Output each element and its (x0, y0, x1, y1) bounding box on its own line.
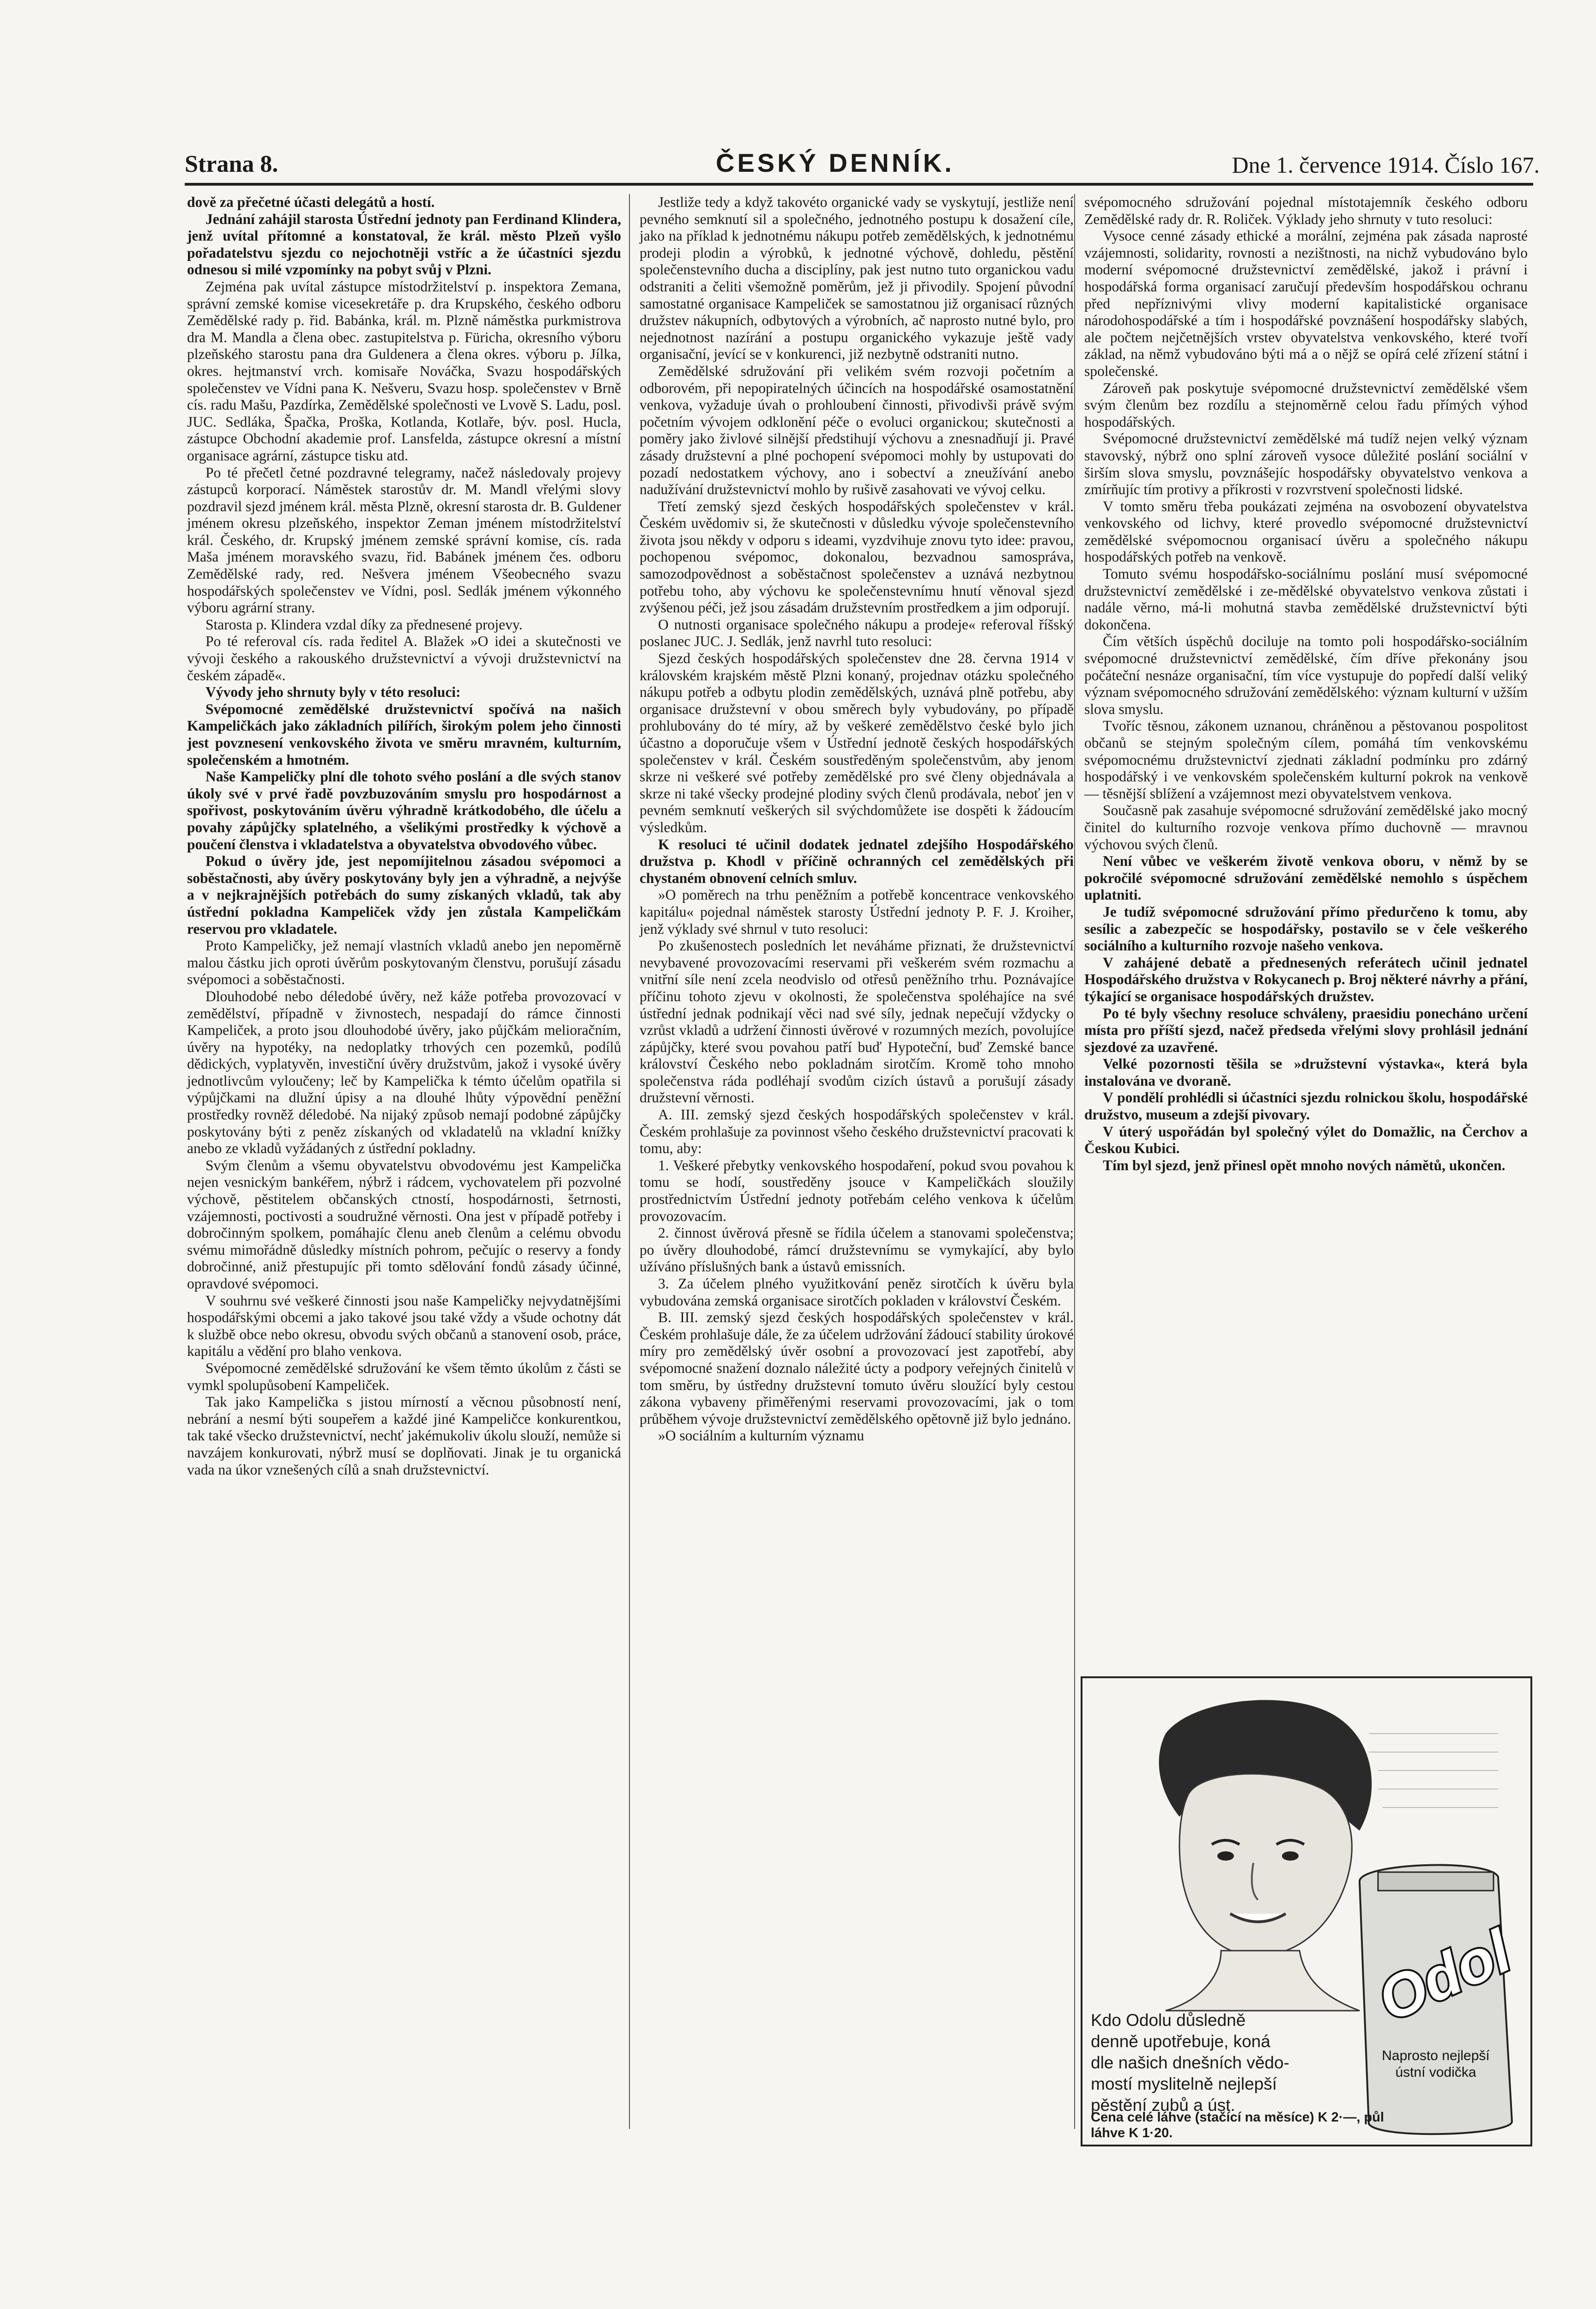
article-paragraph: Svým členům a všemu obyvatelstvu obvodovému jest Kampelička nejen vesnickým bankéřem, nýbrž i rádcem, vychovatelem při pozvolné výchově, pěstitelem občanských ctností, hospodárnosti, šetrnosti, vzájemnosti, poctivosti a soudružné věrnosti. Ona jest v případě potřeby i dobročinným spolkem, pomáhajíc členu aneb členům a celému obvodu svému mimořádně důsledky místních pohrom, pečujíc o reservy a fondy dobročinné, aniž přestupujíc při tomto sdělování fondů zásady účinné, opravdové svépomoci. (187, 1157, 621, 1292)
page-number: Strana 8. (185, 151, 278, 177)
article-paragraph: dově za přečetné účasti delegátů a hostí. (187, 194, 435, 210)
article-paragraph: V souhrnu své veškeré činnosti jsou naše Kampeličky nejvydatnějšími hospodářskými obcemi a jako takové jsou také vždy a všude ochotny dát k službě obce nebo okresu, obvodu svých občanů a stanovení osob, práce, kapitálu a vědění pro blaho venkova. (187, 1292, 621, 1360)
article-paragraph: Jestliže tedy a když takovéto organické vady se vyskytují, jestliže není pevného semknutí sil a společného, jednotného postupu k dosažení cíle, jako na příklad k jednotnému nákupu potřeb zemědělských, k jednotnému prodeji plodin a výrobků, k jednotné výchově, dohledu, pěstění společenstevního ducha a disciplíny, pak jest nutno tuto organickou vadu odstraniti a čeliti všemožně poměrům, jež ji přivodily. Spojení původní samostatné organisace Kampeliček se samostatnou již organisací různých družstev nákupních, odbytových a výrobních, ač naprosto nutné bylo, pro nejednotnost nazírání a postupu organického vykazuje ještě vady organisační, jevící se v konkurenci, již nezbytně odstraniti nutno. (640, 194, 1074, 363)
article-paragraph: Čím větších úspěchů dociluje na tomto poli hospodářsko-sociálním svépomocné družstevnictví zemědělské, čím dříve překonány jsou počáteční nesnáze organisační, tím více vystupuje do popředí další veliký význam svépomocného sdružování zemědělského: význam kulturní v užším slova smyslu. (1084, 633, 1528, 717)
article-paragraph: 2. činnost úvěrová přesně se řídila účelem a stanovami společenstva; po úvěry dlouhodobé, rámcí družstevnímu se vymykající, aby bylo užíváno příslušných bank a ústavů emissních. (640, 1225, 1074, 1275)
article-paragraph: Zároveň pak poskytuje svépomocné družstevnictví zemědělské všem svým členům bez rozdílu a stejnoměrně celou řadu přímých výhod hospodářských. (1084, 380, 1528, 430)
article-paragraph: svépomocného sdružování pojednal místotajemník českého odboru Zemědělské rady dr. R. Roliček. Výklady jeho shrnuty v tuto resoluci: (1084, 194, 1528, 227)
ad-line: dle našich dnešních vědo- (1091, 2053, 1289, 2072)
ad-line: pěstění zubů a úst. (1091, 2096, 1235, 2115)
page-header (185, 147, 1542, 188)
article-paragraph: Není vůbec ve veškerém životě venkova oboru, v němž by se pokročilé svépomocné sdružování zemědělské nemohlo s úspěchem uplatniti. (1084, 853, 1528, 903)
header-rule (185, 183, 1533, 186)
article-paragraph: Současně pak zasahuje svépomocné sdružování zemědělské jako mocný činitel do kulturního rozvoje venkova přímo duchovně — mravnou výchovou svých členů. (1084, 802, 1528, 852)
text-column-2 (640, 194, 1074, 1445)
article-paragraph: Svépomocné zemědělské sdružování ke všem těmto úkolům z části se vymkl spolupůsobení Kampeliček. (187, 1360, 621, 1393)
article-paragraph: Po té přečetl četné pozdravné telegramy, načež následovaly projevy zástupců korporací. Náměstek starostův dr. M. Mandl vřelými slovy pozdravil sjezd jménem král. města Plzně, okresní starosta dr. B. Guldener jménem okresu plzeňského, inspektor Zeman jménem místodržitelství král. Českého, dr. Krupský jménem zemské správní komise, cís. rada Maša jménem moravského svazu, řid. Babánek jménem čes. odboru Zemědělské rady, red. Nešvera jménem Všeobecného svazu hospodářských společenstev ve Vídni, posl. Sedlák jménem výkonného výboru agrární strany. (187, 464, 621, 616)
article-paragraph: Proto Kampeličky, jež nemají vlastních vkladů anebo jen nepoměrně malou částku jich oproti úvěrům poskytovaným členstvu, porušují zásadu svépomoci a soběstačnosti. (187, 937, 621, 988)
ad-line: denně upotřebuje, koná (1091, 2032, 1270, 2051)
article-paragraph: B. III. zemský sjezd českých hospodářských společenstev v král. Českém prohlašuje dále, že za účelem udržování žádoucí stability úrokové míry pro zemědělský úvěr osobní a provozovací jest zapotřebí, aby svépomocné snažení doznalo náležité úcty a podpory veřejných činitelů v tom směru, by ústředny družstevní tomuto úvěru sloužící byly cestou zákona vybaveny přiměřenými reservami provozovacími, jak o tom průběhem vývoje družstevnictví zemědělského opětovně již bylo jednáno. (640, 1309, 1074, 1427)
ad-price: Cena celé láhve (stačící na měsíce) K 2·—, půl láhve K 1·20. (1091, 2110, 1384, 2140)
article-paragraph: 3. Za účelem plného využitkování peněz sirotčích k úvěru byla vybudována zemská organisace sirotčích pokladen v království Českém. (640, 1275, 1074, 1309)
article-paragraph: Vysoce cenné zásady ethické a morální, zejména pak zásada naprosté vzájemnosti, solidarity, rovnosti a nezištnosti, na nichž vybudováno bylo moderní svépomocné družstevnictví zemědělské, jakož i právní i hospodářská forma organisací zaručují především hospodářskou ochranu před nepříznivými vlivy moderní kapitalistické organisace národohospodářské a tím i hospodářské povznášení hospodářsky slabých, ale počtem nejčetnějších vrstev obyvatelstva venkovského, které tvoří základ, na němž vybudováno býti má a o nějž se opírá celé zřízení státní i společenské. (1084, 228, 1528, 379)
article-paragraph: Zejména pak uvítal zástupce místodržitelství p. inspektora Zemana, správní zemské komise vicesekretáře p. dra Krupského, českého odboru Zemědělské rady p. řid. Babánka, král. m. Plzně náměstka purkmistrova dra M. Mandla a člena obec. zastupitelstva p. Füricha, okresního výboru plzeňského starostu pana dra Guldenera a člena okres. výboru p. Jílka, okres. hejtmanství vrch. komisaře Nováčka, Svazu hospodářských společenstev ve Vídni pana K. Nešveru, Svazu hosp. společenstev v Brně cís. radu Mašu, Pazdírka, Zemědělské společnosti ve Lvově S. Ladu, posl. JUC. Sedláka, Špačka, Proška, Kotlanda, Kotlaře, býv. posl. Hucla, zástupce Obchodní akademie prof. Lansfelda, zástupce okresní a místní organisace agrární, zástupce tisku atd. (187, 278, 621, 464)
column-divider (1074, 194, 1075, 2129)
article-paragraph: Svépomocné družstevnictví zemědělské má tudíž nejen velký význam stavovský, nýbrž ono splní zároveň vysoce důležité poslání sociální v širším slova smyslu, povznášejíc hospodářsky obyvatelstvo venkova a zmírňujíc tím protivy a příkrosti v rozvrstvení společnosti lidské. (1084, 430, 1528, 498)
text-column-1 (187, 194, 621, 1478)
article-paragraph: V zahájené debatě a přednesených referátech učinil jednatel Hospodářského družstva v Rokycanech p. Broj některé návrhy a přání, týkající se organisace hospodářských družstev. (1084, 954, 1528, 1004)
odol-advertisement (1081, 1676, 1532, 2146)
ad-copy (1091, 2010, 1377, 2116)
article-paragraph: V pondělí prohlédli si účastníci sjezdu rolnickou školu, hospodářské družstvo, museum a zdejší pivovary. (1084, 1089, 1528, 1123)
column-divider (629, 194, 630, 2129)
article-paragraph: Svépomocné zemědělské družstevnictví spočívá na našich Kampeličkách jako základních pilířích, širokým polem jeho činnosti jest povznesení venkovského života ve směru mravném, kulturním, společenském a hmotném. (187, 701, 621, 768)
article-paragraph: Po zkušenostech posledních let neváháme přiznati, že družstevnictví nevybavené provozovacími reservami při veškerém svém rozmachu a vnitřní síle není zcela neodvislo od otřesů peněžního trhu. Poznávajíce příčinu tohoto zjevu v okolnosti, že společenstva spoléhajíce na své ústřední jednak podnikají věci nad své síly, jednak nepečují vždycky o vzrůst vkladů a udržení činnosti úvěrové v rozumných mezích, povolujíce zápůjčky, které svou povahou patří buď Hypoteční, buď Zemské bance království Českého nebo pokladnám sirotčím. Kromě toho mnoho společenstva ráda podléhají svodům cizích ústavů a porušují zásady družstevní věrnosti. (640, 937, 1074, 1106)
article-paragraph: Po té byly všechny resoluce schváleny, praesidiu ponecháno určení místa pro příští sjezd, načež předseda vřelými slovy prohlásil jednání sjezdové za uzavřené. (1084, 1005, 1528, 1055)
newspaper-title: ČESKÝ DENNÍK. (716, 148, 955, 177)
article-paragraph: V tomto směru třeba poukázati zejména na osvobození obyvatelstva venkovského od lichvy, které provedlo svépomocné družstevnictví zemědělské svépomocnou organisací úvěru a společného nákupu hospodářských potřeb na venkově. (1084, 498, 1528, 565)
issue-date: Dne 1. července 1914. Číslo 167. (1232, 152, 1540, 178)
article-paragraph: Vývody jeho shrnuty byly v této resoluci: (206, 684, 461, 701)
article-paragraph: K resoluci té učinil dodatek jednatel zdejšího Hospodářského družstva p. Khodl v příčině ochranných cel zemědělských při chystaném obnovení celních smluv. (640, 836, 1074, 886)
svg-text:Odol: Odol (1368, 1917, 1521, 2034)
article-paragraph: V úterý uspořádán byl společný výlet do Domažlic, na Čerchov a Českou Kubici. (1084, 1123, 1528, 1157)
ad-line: Kdo Odolu důsledně (1091, 2011, 1246, 2030)
bottle-label: Naprosto nejlepší ústní vodička (1382, 2048, 1490, 2080)
article-paragraph: Naše Kampeličky plní dle tohoto svého poslání a dle svých stanov úkoly své v prvé řadě povzbuzováním smyslu pro hospodárnost a spořivost, poskytováním úvěru výhradně krátkodobého, dle účelu a povahy zápůjčky splatelného, a všelikými prostředky k výchově a poučení členstva i vkladatelstva a obyvatelstva obvodového vůbec. (187, 768, 621, 852)
article-paragraph: Tvoříc těsnou, zákonem uznanou, chráněnou a pěstovanou pospolitost občanů se stejným společným cílem, pomáhá tím venkovskému svépomocnému družstevnictví zjednati základní podmínku pro zdárný hospodářský i ve venkovském společenském kulturní pokrok na venkově — těsnější sblížení a vzájemnost mezi obyvatelstvem venkova. (1084, 718, 1528, 802)
article-paragraph: Starosta p. Klindera vzdal díky za přednesené projevy. (206, 616, 523, 633)
article-paragraph: 1. Veškeré přebytky venkovského hospodaření, pokud svou povahou k tomu se hodí, soustředěny jsouce v Kampeličkách sloužily prostřednictvím Ústřední jednoty potřebám celého venkova k účelům provozovacím. (640, 1157, 1074, 1224)
article-paragraph: Třetí zemský sjezd českých hospodářských společenstev v král. Českém uvědomiv si, že skutečnosti v důsledku vývoje společenstevního života jsou někdy v odporu s ideami, vyzdvihuje znovu tyto idee: pravou, pochopenou svépomoc, dokonalou, bezvadnou samospráva, samozodpovědnost a soběstačnost společenstev a uznává nezbytnou potřebu toho, aby výchovu ke společenstevnímu hnutí věnoval sjezd zvýšenou péči, jež jsou zásadám družstevním prostředkem a jim odporují. (640, 498, 1074, 616)
article-paragraph: Sjezd českých hospodářských společenstev dne 28. června 1914 v královském krajském městě Plzni konaný, projednav otázku společného nákupu potřeb a odbytu plodin zemědělských, uznává plně potřebu, aby organisace družstevní v obou směrech byly vybudovány, po případě prohlubovány do té míry, až by veškeré zemědělstvo české bylo jich účastno a doporučuje všem v Ústřední jednotě českých hospodářských společenstev v král. Českém soustředěným společenstvům, aby jenom skrze ni veškeré své potřeby zemědělské pro své členy objednávala a skrze ni také všecky prodejné plodiny svých členů prodávala, neboť jen v pevném semknutí veškerých sil svýchdomůžete ise dospěti k žádoucím výsledkům. (640, 650, 1074, 835)
article-paragraph: »O poměrech na trhu peněžním a potřebě koncentrace venkovského kapitálu« pojednal náměstek starosty Ústřední jednoty P. F. J. Kroiher, jenž výklady své shrnul v tuto resoluci: (640, 887, 1074, 937)
article-paragraph: Tím byl sjezd, jenž přinesl opět mnoho nových námětů, ukončen. (1103, 1157, 1505, 1173)
article-paragraph: Dlouhodobé nebo déledobé úvěry, než káže potřeba provozovací v zemědělství, případně v živnostech, nespadají do rámce činnosti Kampeliček, a proto jsou dlouhodobé úvěry, jako půjčkám melioračním, úvěry na hypotéky, na nedoplatky trhových cen pozemků, podílů dědických, vyplatyvěn, investiční úvěry družstvům, jakož i vysoké úvěry jednotlivcům vyloučeny; leč by Kampelička k témto účelům opatřila si výpůjčkami na dlužní úpisy a na dlouhé lhůty výpovědní peněžní prostředky rovněž déledobé. Na nijaký způsob nemají podobné zápůjčky poskytovány býti z peněz získaných od vkladatelů na vkladní knížky anebo ze vkladů vyžádaných z ústřední pokladny. (187, 988, 621, 1157)
text-column-3 (1084, 194, 1528, 1174)
article-paragraph: O nutnosti organisace společného nákupu a prodeje« referoval říšský poslanec JUC. J. Sedlák, jenž navrhl tuto resoluci: (640, 616, 1074, 650)
article-paragraph: Po té referoval cís. rada ředitel A. Blažek »O idei a skutečnosti ve vývoji českého a rakouského družstevnictví a vývoji družstevnictví na českém západě«. (187, 633, 621, 683)
ad-line: mostí myslitelně nejlepší (1091, 2074, 1277, 2093)
article-paragraph: »O sociálním a kulturním významu (658, 1427, 864, 1444)
article-paragraph: Pokud o úvěry jde, jest nepomíjitelnou zásadou svépomoci a soběstačnosti, aby úvěry poskytovány byly jen a výhradně, a nejvýše a v nejkrajnějších potřebách do sumy získaných vkladů, tak aby ústřední pokladna Kampeliček vždy jen zůstala Kampeličkám reservou pro vkladatele. (187, 853, 621, 937)
article-paragraph: Je tudíž svépomocné sdružování přímo předurčeno k tomu, aby sesílic a zabezpečíc se hospodářsky, postavilo se v čele veškerého sociálního a kulturního rozvoje našeho venkova. (1084, 903, 1528, 954)
article-paragraph: A. III. zemský sjezd českých hospodářských společenstev v král. Českém prohlašuje za povinnost všeho českého družstevnictví pracovati k tomu, aby: (640, 1106, 1074, 1157)
article-paragraph: Tomuto svému hospodářsko-sociálnímu poslání musí svépomocné družstevnictví zemědělské i ze-mědělské obyvatelstvo venkova zůstati i nadále věrno, má-li mohutná stavba zemědělské družstevnictví býti dokončena. (1084, 566, 1528, 633)
article-paragraph: Jednání zahájil starosta Ústřední jednoty pan Ferdinand Klindera, jenž uvítal přítomné a konstatoval, že král. město Plzeň vyšlo pořadatelstvu sjezdu co nejochotněji vstříc a že účastníci sjezdu odnesou si milé vzpomínky na pobyt svůj v Plzni. (187, 211, 621, 278)
article-paragraph: Tak jako Kampelička s jistou mírností a věcnou působností není, nebrání a nesmí býti soupeřem a každé jiné Kampeličce konkurentkou, tak také všecko družstevnictví, nechť jakémukoliv úkolu slouží, nemůže si navzájem konkurovati, nýbrž musí se doplňovati. Jinak je tu organická vada na úkor vznešených cílů a snah družstevnictví. (187, 1394, 621, 1478)
article-paragraph: Zemědělské sdružování při velikém svém rozvoji početním a odborovém, při nepopiratelných účincích na hospodářské osamostatnění venkova, vyžaduje úvah o prohloubení činnosti, přivodivši právě svým početním vývojem odklonění péče o evoluci organickou; skutečnosti a poměry jako živlové silnější předstihují výchovu a znesnadňují ji. Pravé zásady družstevní a plné pochopení svépomoci mohly by ustupovati do pozadí nedostatkem výchovy, ano i sobectví a zneužívání anebo nadužívání družstevnictví mohlo by rušivě zasahovati ve vývoj celku. (640, 363, 1074, 498)
article-paragraph: Velké pozornosti těšila se »družstevní výstavka«, která byla instalována ve dvoraně. (1084, 1056, 1528, 1089)
